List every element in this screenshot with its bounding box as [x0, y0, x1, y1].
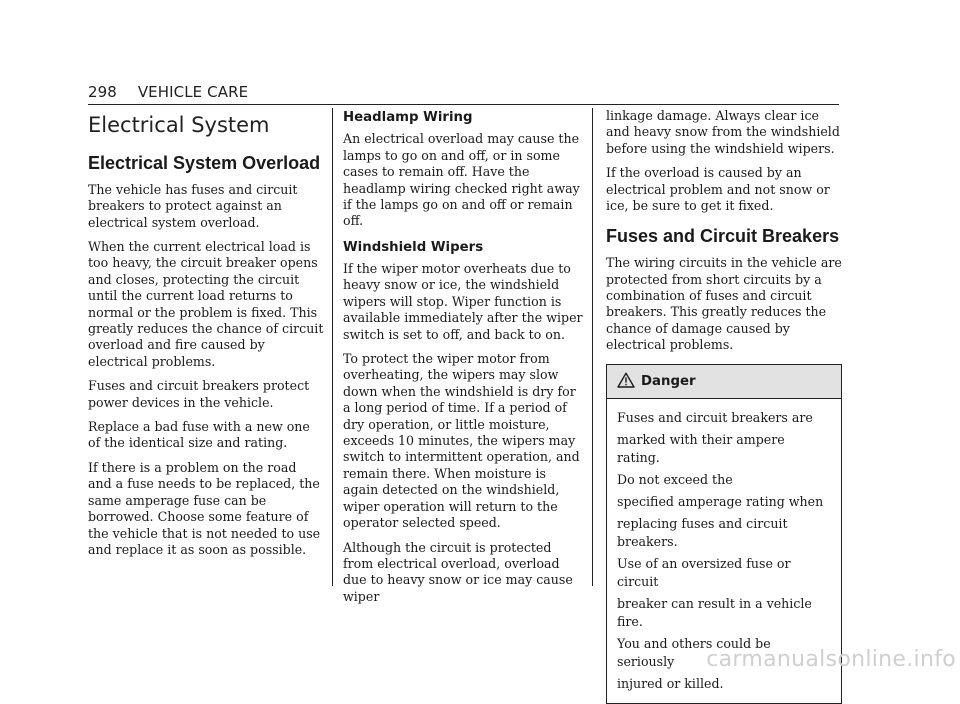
- page-header: [88, 83, 248, 101]
- danger-title: Danger: [641, 374, 696, 390]
- paragraph: When the current electrical load is too heavy, the circuit breaker opens and closes, protecting the circuit until the current load returns to normal or the problem is fixed. This greatly reduces the chance of circuit overload and fire caused by electrical problems.: [88, 239, 324, 369]
- paragraph: Although the circuit is protected from electrical overload, overload due to heavy snow or ice may cause wiper: [343, 539, 573, 604]
- paragraph: If the overload is caused by an electrical problem and not snow or ice, be sure to get it fixed.: [606, 165, 830, 214]
- watermark: carmanualsonline.info: [706, 647, 956, 672]
- danger-line: You and others could be seriously: [617, 635, 771, 669]
- warning-triangle-icon: [617, 372, 635, 392]
- danger-line: specified amperage rating when: [617, 493, 824, 509]
- danger-line: Fuses and circuit breakers are: [617, 409, 813, 425]
- paragraph: linkage damage. Always clear ice and heavy snow from the windshield before using the windshield wipers.: [606, 108, 840, 156]
- danger-line: replacing fuses and circuit breakers.: [617, 515, 788, 549]
- paragraph: The wiring circuits in the vehicle are protected from short circuits by a combination of fuses and circuit breakers. This greatly reduces the chance of damage caused by electrical problems.: [606, 255, 842, 353]
- danger-line: injured or killed.: [617, 675, 724, 691]
- section-label: VEHICLE CARE: [137, 83, 249, 101]
- heading-headlamp-wiring: Headlamp Wiring: [343, 110, 473, 125]
- paragraph: To protect the wiper motor from overheating, the wipers may slow down when the windshield is dry for a long period of time. If a period of dry operation, or little moisture, exceeds 10 minutes, the wipers may switch to intermittent operation, and remain there. When moisture is again detected on the windshield, wiper operation will return to the operator selected speed.: [343, 351, 580, 531]
- paragraph: If there is a problem on the road and a fuse needs to be replaced, the same amperage fuse can be borrowed. Choose some feature of the vehicle that is not needed to use and replace it as soon as possible.: [88, 459, 321, 557]
- column-divider: [332, 108, 333, 586]
- header-divider: [88, 104, 839, 105]
- danger-line: marked with their ampere rating.: [617, 431, 785, 465]
- paragraph: The vehicle has fuses and circuit breakers to protect against an electrical system overload.: [88, 181, 298, 230]
- heading-electrical-overload: Electrical System Overload: [88, 153, 321, 174]
- section-title: Electrical System: [88, 113, 270, 137]
- heading-windshield-wipers: Windshield Wipers: [343, 239, 484, 255]
- column-1: [88, 108, 324, 566]
- danger-line: Use of an oversized fuse or circuit: [617, 555, 791, 589]
- paragraph: Fuses and circuit breakers protect power devices in the vehicle.: [88, 378, 310, 410]
- danger-line: breaker can result in a vehicle fire.: [617, 595, 812, 629]
- paragraph: If the wiper motor overheats due to heavy snow or ice, the windshield wipers will stop. Wiper function is available immediately after the wiper switch is set to off, and back to on.: [343, 261, 583, 342]
- page-number: 298: [88, 83, 117, 101]
- paragraph: Replace a bad fuse with a new one of the identical size and rating.: [88, 419, 310, 451]
- column-2: [343, 108, 583, 613]
- danger-header: [607, 365, 841, 399]
- column-3: [606, 108, 842, 704]
- heading-fuses-circuit-breakers: Fuses and Circuit Breakers: [606, 226, 840, 247]
- column-divider: [592, 108, 593, 586]
- paragraph: An electrical overload may cause the lamps to go on and off, or in some cases to remain off. Have the headlamp wiring checked right away if the lamps go on and off or remain off.: [343, 131, 580, 229]
- danger-line: Do not exceed the: [617, 471, 733, 487]
